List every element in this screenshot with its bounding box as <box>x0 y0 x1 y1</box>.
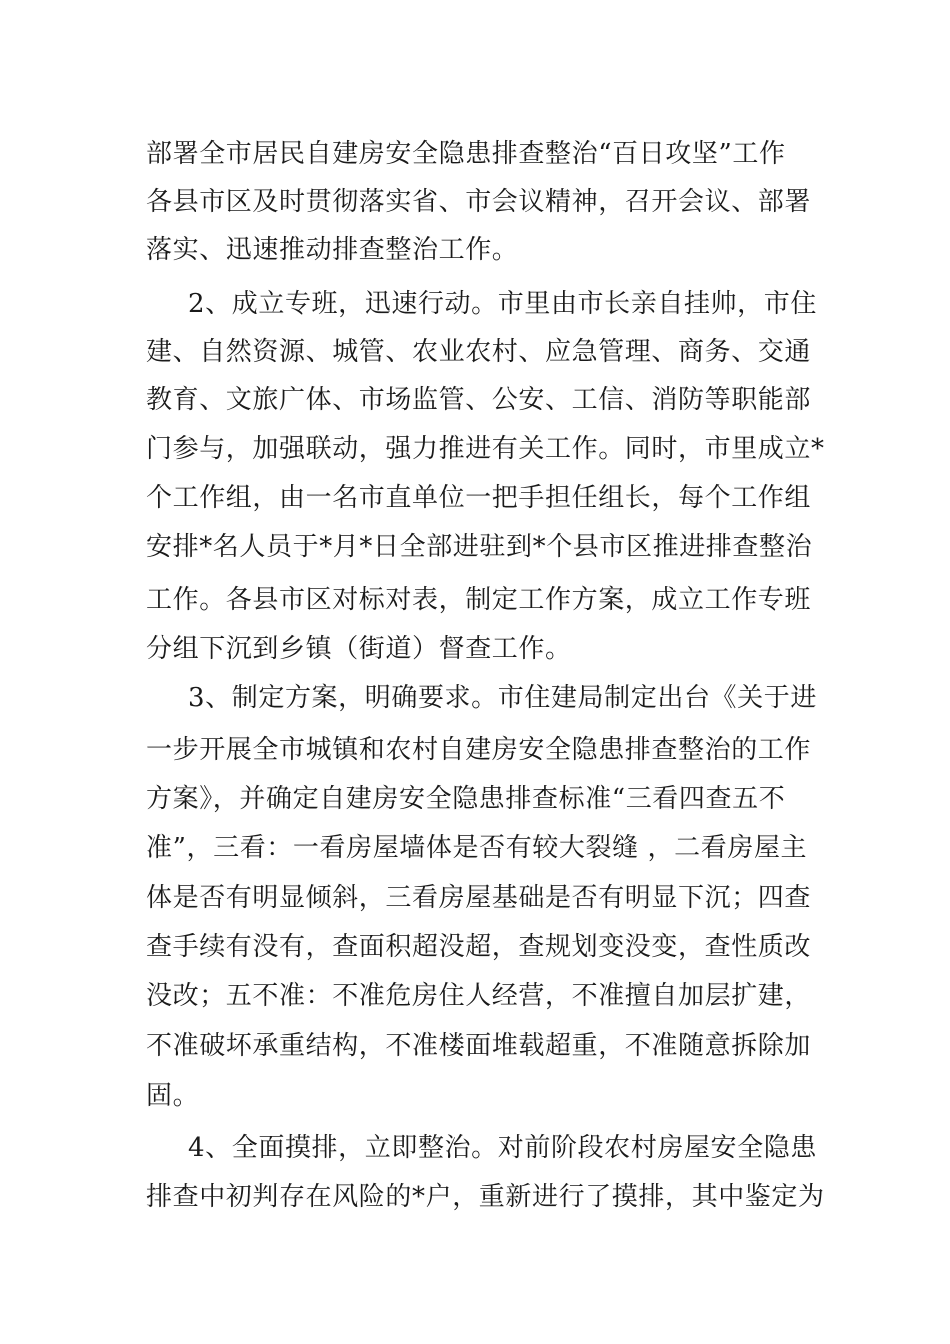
text-line-11: 分组下沉到乡镇（街道）督查工作。 <box>146 634 572 664</box>
text-line-19: 不准破坏承重结构，不准楼面堆载超重，不准随意拆除加 <box>146 1031 812 1061</box>
text-line-12: 3、制定方案，明确要求。市住建局制定出台《关于进 <box>188 683 817 713</box>
text-line-13: 一步开展全市城镇和农村自建房安全隐患排查整治的工作 <box>146 735 812 765</box>
text-line-8: 个工作组，由一名市直单位一把手担任组长，每个工作组 <box>146 483 812 513</box>
text-line-7: 门参与，加强联动，强力推进有关工作。同时，市里成立* <box>146 434 825 464</box>
text-line-10: 工作。各县市区对标对表，制定工作方案，成立工作专班 <box>146 585 812 615</box>
text-line-20: 固。 <box>146 1081 200 1111</box>
text-line-18: 没改；五不准：不准危房住人经营，不准擅自加层扩建， <box>146 981 812 1011</box>
text-line-14: 方案》，并确定自建房安全隐患排查标准“三看四查五不 <box>146 784 786 814</box>
text-line-21: 4、全面摸排，立即整治。对前阶段农村房屋安全隐患 <box>188 1133 817 1163</box>
text-line-22: 排查中初判存在风险的*户，重新进行了摸排，其中鉴定为 <box>146 1182 825 1212</box>
text-line-17: 查手续有没有，查面积超没超，查规划变没变，查性质改 <box>146 932 812 962</box>
text-line-4: 2、成立专班，迅速行动。市里由市长亲自挂帅，市住 <box>188 289 817 319</box>
text-line-1: 部署全市居民自建房安全隐患排查整治“百日攻坚”工作 <box>146 139 786 169</box>
text-line-2: 各县市区及时贯彻落实省、市会议精神，召开会议、部署 <box>146 187 812 217</box>
text-line-9: 安排*名人员于*月*日全部进驻到*个县市区推进排查整治 <box>146 532 813 562</box>
text-line-16: 体是否有明显倾斜，三看房屋基础是否有明显下沉；四查 <box>146 883 812 913</box>
text-line-15: 准”，三看：一看房屋墙体是否有较大裂缝 ，二看房屋主 <box>146 833 808 863</box>
text-line-3: 落实、迅速推动排查整治工作。 <box>146 235 519 265</box>
text-line-5: 建、自然资源、城管、农业农村、应急管理、商务、交通 <box>146 337 812 367</box>
text-line-6: 教育、文旅广体、市场监管、公安、工信、消防等职能部 <box>146 385 812 415</box>
